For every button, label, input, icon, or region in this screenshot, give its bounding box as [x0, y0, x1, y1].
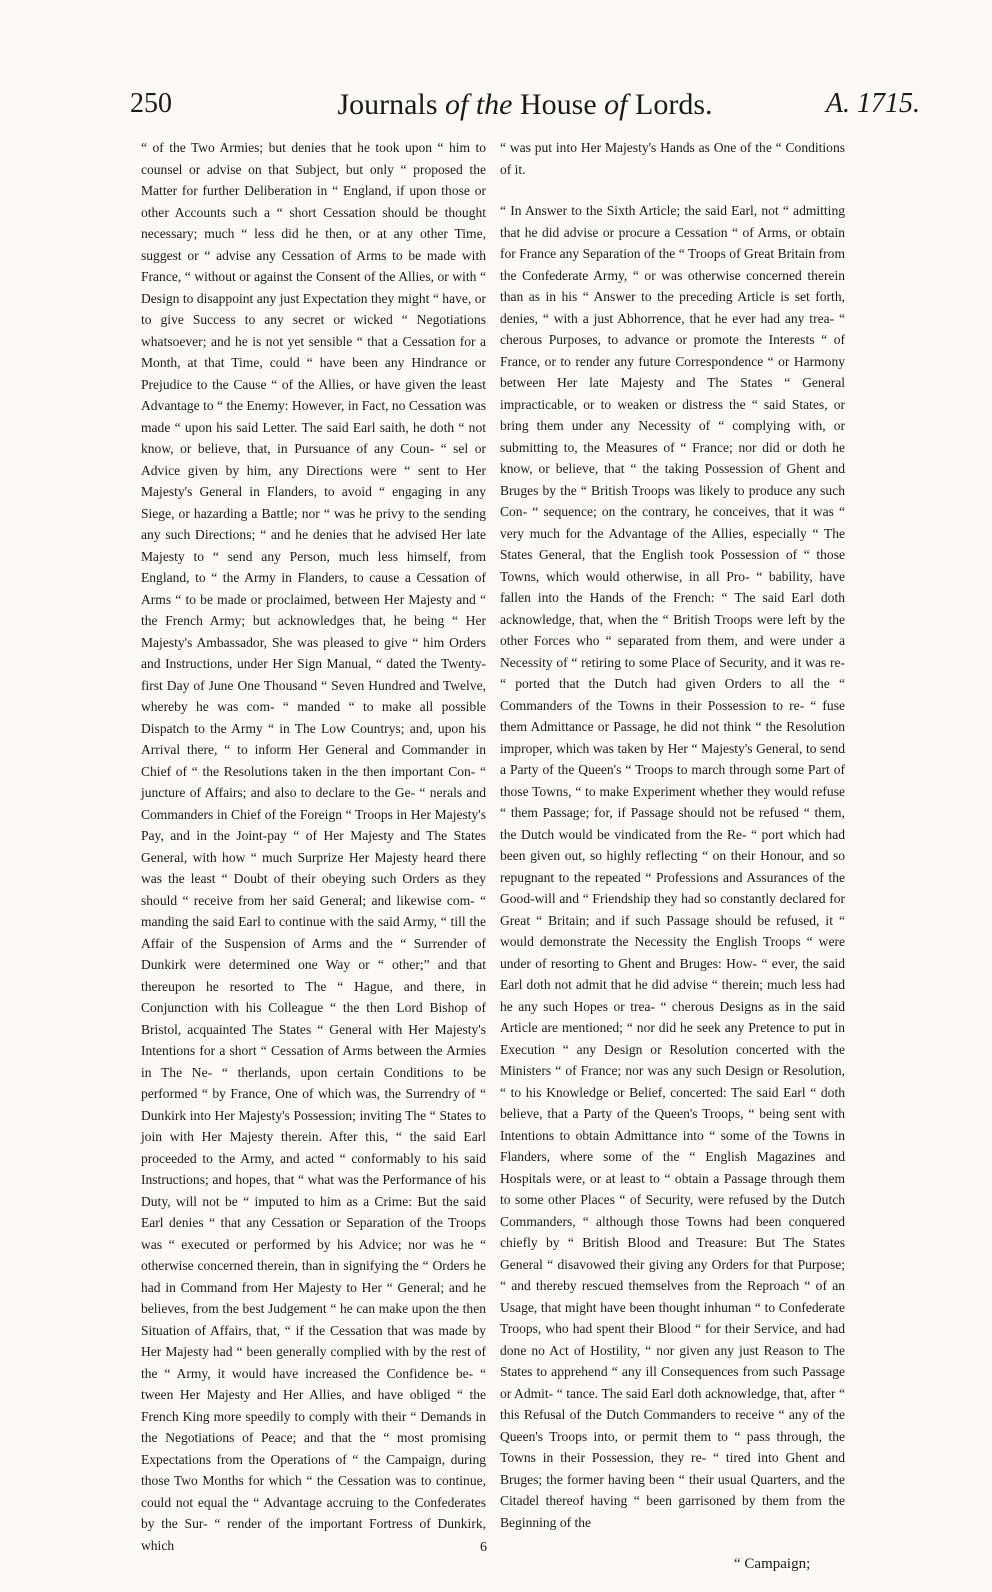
- left-column-text: “ of the Two Armies; but denies that he took upon “ him to counsel or advise on that Subject, but only “ proposed the Matter for further Deliberation in “ England, if upon those or other Accounts such a “ short Cessation should be thought necessary; much “ less did he then, or at any other Time, suggest or “ advise any Cessation of Arms to be made with France, “ without or against the Consent of the Allies, or with “ Design to disappoint any just Expectation they might “ have, or to give Success to any secret or wicked “ Negotiations whatsoever; and he is not yet sensible “ that a Cessation for a Month, at that Time, could “ have been any Hindrance or Prejudice to the Cause “ of the Allies, or have given the least Advantage to “ the Enemy: However, in Fact, no Cessation was made “ upon his said Letter. The said Earl saith, he doth “ not know, or believe, that, in Pursuance of any Coun- “ sel or Advice given by him, any Directions were “ sent to Her Majesty's General in Flanders, to avoid “ engaging in any Siege, or hazarding a Battle; nor “ was he privy to the sending any such Directions; “ and he denies that he advised Her late Majesty to “ send any Person, much less himself, from England, to “ the Army in Flanders, to cause a Cessation of Arms “ to be made or proclaimed, between Her Majesty and “ the French Army; but acknowledges that, he being “ Her Majesty's Ambassador, She was pleased to give “ him Orders and Instructions, under Her Sign Manual, “ dated the Twenty-first Day of June One Thousand “ Seven Hundred and Twelve, whereby he was com- “ manded “ to make all possible Dispatch to the Army “ in The Low Countrys; and, upon his Arrival there, “ to inform Her General and Commander in Chief of “ the Resolutions taken in the then important Con- “ juncture of Affairs; and also to declare to the Ge- “ nerals and Commanders in Chief of the Foreign “ Troops in Her Majesty's Pay, and in the Joint-pay “ of Her Majesty and The States General, with how “ much Surprize Her Majesty heard there was the least “ Doubt of their obeying such Orders as they should “ receive from her said General; and likewise com- “ manding the said Earl to continue with the said Army, “ till the Affair of the Suspension of Arms and the “ Surrender of Dunkirk were determined one Way or “ other;” and that thereupon he resorted to The “ Hague, and there, in Conjunction with his Colleague “ the then Lord Bishop of Bristol, acquainted The States “ General with Her Majesty's Intentions for a short “ Cessation of Arms between the Armies in The Ne- “ therlands, upon certain Conditions to be performed “ by France, One of which was, the Surrendry of “ Dunkirk into Her Majesty's Possession; inviting The “ States to join with Her Majesty therein. After this, “ the said Earl proceeded to the Army, and acted “ conformably to his said Instructions; and hopes, that “ what was the Performance of his Duty, will not be “ imputed to him as a Crime: But the said Earl denies “ that any Cessation or Separation of the Troops was “ executed or performed by his Advice; nor was he “ otherwise concerned therein, than in signifying the “ Orders he had in Command from Her Majesty to Her “ General; and he believes, from the best Judgement “ he can make upon the then Situation of Affairs, that, “ if the Cessation that was made by Her Majesty had “ been generally complied with by the rest of the “ Army, it would have increased the Confidence be- “ tween Her Majesty and Her Allies, and have obliged “ the French King more speedily to comply with their “ Demands in the Negotiations of Peace; and that the “ most promising Expectations from the Operations of “ the Campaign, during those Two Months for which “ the Cessation was to continue, could not equal the “ Advantage accruing to the Confederates by the Sur- “ render of the important Fortress of Dunkirk, which: [141, 140, 486, 1553]
- title-lords: Lords.: [635, 88, 713, 121]
- year: A. 1715.: [825, 88, 920, 119]
- title-journals: Journals: [337, 88, 445, 121]
- right-paragraph-2: “ In Answer to the Sixth Article; the said Earl, not “ admitting that he did advise or procure a Cessation “ of Arms, or obtain for France any Separation of the “ Troops of Great Britain from the Confederate Army, “ or was otherwise concerned therein than as in his “ Answer to the preceding Article is set forth, denies, “ with a just Abhorrence, that he ever had any trea- “ cherous Purposes, to advance or promote the Interests “ of France, or to render any future Correspondence “ or Harmony between Her late Majesty and The States “ General impracticable, or to weaken or distress the “ said States, or bring them under any Necessity of “ complying with, or submitting to, the Measures of “ France; nor did or doth he know, or believe, that “ the taking Possession of Ghent and Bruges by the “ British Troops was likely to produce any such Con- “ sequence; on the contrary, he conceives, that it was “ very much for the Advantage of the Allies, especially “ The States General, that the English took Possession of “ those Towns, which would otherwise, in all Pro- “ bability, have fallen into the Hands of the French: “ The said Earl doth acknowledge, that, when the “ British Troops were left by the other Forces who “ separated from them, and were under a Necessity of “ retiring to some Place of Security, and it was re- “ ported that the Dutch had given Orders to all the “ Commanders of the Towns in their Possession to re- “ fuse them Admittance or Passage, he did not think “ the Resolution improper, which was taken by Her “ Majesty's General, to send a Party of the Queen's “ Troops to march through some Part of those Towns, “ to make Experiment whether they would refuse “ them Passage; for, if Passage should not be refused “ them, the Dutch would be vindicated from the Re- “ port which had been given out, so highly reflecting “ on their Honour, and so repugnant to the repeated “ Professions and Assurances of the Good-will and “ Friendship they had so constantly declared for Great “ Britain; and if such Passage should be refused, it “ would demonstrate the Necessity the English Troops “ were under of resorting to Ghent and Bruges: How- “ ever, the said Earl doth not admit that he did advise “ therein; much less had he any such Hopes or trea- “ cherous Designs as in the said Article are mentioned; “ nor did he seek any Pretence to put in Execution “ any Design or Resolution concerted with the Ministers “ of France; nor was any such Design or Resolution, “ to his Knowledge or Belief, concerted: The said Earl “ doth believe, that a Party of the Queen's Troops, “ being sent with Intentions to obtain Admittance into “ some of the Towns in Flanders, where some of the “ English Magazines and Hospitals were, or at least to “ obtain a Passage through them to some other Places “ of Security, were refused by the Dutch Commanders, “ although those Towns had been conquered chiefly by “ British Blood and Treasure: But The States General “ disavowed their giving any Orders for that Purpose; “ and thereby rescued themselves from the Reproach “ of an Usage, that might have been thought inhuman “ to Confederate Troops, who had spent their Blood “ for their Service, and had done no Act of Hostility, “ nor given any just Reason to The States to apprehend “ any ill Consequences from such Passage or Admit- “ tance. The said Earl doth acknowledge, that, after “ this Refusal of the Dutch Commanders to receive “ any of the Queen's Troops into, or permit them to “ pass through, the Towns in their Possession, they re- “ tired into Ghent and Bruges; the former having been “ their usual Quarters, and the Citadel thereof having “ been garrisoned by them from the Beginning of the: [500, 203, 845, 1530]
- left-column: [141, 137, 486, 1556]
- running-title: [130, 88, 920, 122]
- signature-mark: 6: [480, 1540, 487, 1555]
- page-header: [130, 88, 920, 128]
- title-house: House: [520, 88, 605, 121]
- right-column: [500, 137, 845, 1533]
- right-paragraph-1: “ was put into Her Majesty's Hands as One of the “ Conditions of it.: [500, 140, 845, 177]
- title-of-the: of the: [445, 88, 520, 121]
- catchword: “ Campaign;: [734, 1556, 811, 1572]
- page-number: 250: [130, 88, 172, 119]
- title-of: of: [604, 88, 635, 121]
